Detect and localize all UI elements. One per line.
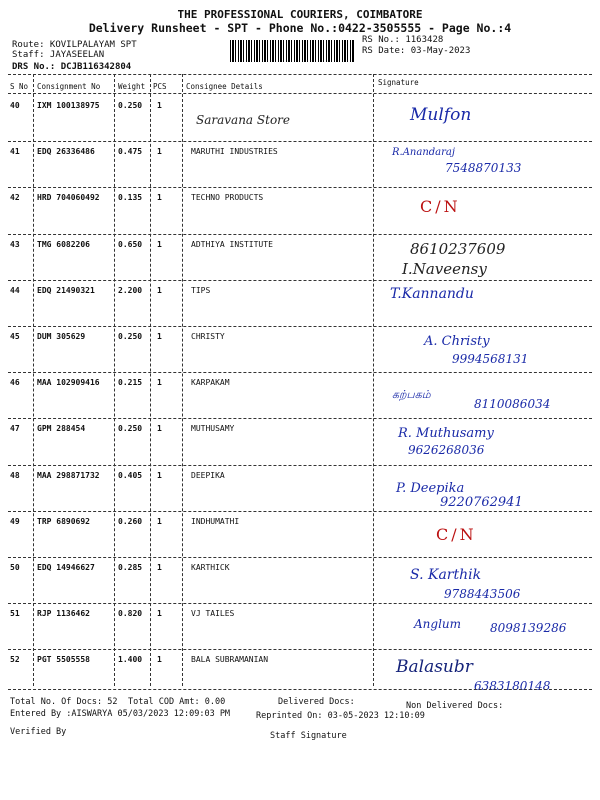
signature-text: 8610237609 — [410, 239, 506, 258]
row-sno: 51 — [10, 609, 20, 619]
row-sno: 46 — [10, 378, 20, 388]
row-sno: 48 — [10, 470, 20, 480]
column-divider — [373, 74, 374, 686]
row-pcs: 1 — [157, 609, 162, 619]
signature-text: கற்பகம் — [392, 388, 431, 402]
route: Route: KOVILPALAYAM SPT — [12, 40, 137, 50]
signature-note: 7548870133 — [445, 161, 522, 176]
column-divider — [150, 74, 151, 686]
header-signature: Signature — [378, 78, 419, 87]
rs-number: RS No.: 1163428 — [362, 35, 444, 45]
row-consignment-no: RJP 1136462 — [37, 609, 90, 619]
row-divider — [8, 141, 592, 142]
row-weight: 0.135 — [118, 193, 143, 203]
row-consignment-no: EDQ 26336486 — [37, 147, 95, 157]
signature-text: C/N — [436, 524, 477, 544]
row-sno: 44 — [10, 285, 20, 295]
header-weight: Weight — [118, 82, 146, 91]
row-consignee: MUTHUSAMY — [191, 424, 235, 434]
row-sno: 52 — [10, 655, 20, 665]
row-consignee: KARTHICK — [191, 563, 230, 572]
row-divider — [8, 280, 592, 281]
reprinted-on: Reprinted On: 03-05-2023 12:10:09 — [256, 711, 425, 721]
row-consignee: TECHNO PRODUCTS — [191, 193, 264, 203]
row-consignment-no: DUM 305629 — [37, 332, 86, 341]
row-divider — [8, 511, 592, 512]
header-pcs: PCS — [153, 82, 167, 91]
non-delivered-docs: Non Delivered Docs: — [406, 701, 504, 711]
row-consignee: KARPAKAM — [191, 378, 230, 388]
signature-note: Mulfon — [410, 105, 472, 125]
row-weight: 0.820 — [118, 609, 143, 619]
row-weight: 0.650 — [118, 239, 143, 249]
column-divider — [114, 74, 115, 686]
row-divider — [8, 465, 592, 466]
row-consignment-no: HRD 704060492 — [37, 193, 100, 203]
row-pcs: 1 — [157, 193, 162, 203]
barcode — [230, 40, 355, 62]
signature-text: Balasubr — [396, 657, 473, 678]
signature-note: I.Naveensy — [402, 259, 487, 278]
row-weight: 1.400 — [118, 655, 143, 665]
row-consignee: TIPS — [191, 285, 211, 295]
row-pcs: 1 — [157, 101, 162, 110]
row-pcs: 1 — [157, 378, 162, 388]
row-pcs: 1 — [157, 424, 162, 434]
row-sno: 43 — [10, 239, 20, 249]
row-weight: 0.250 — [118, 101, 143, 110]
row-consignee: BALA SUBRAMANIAN — [191, 655, 269, 665]
signature-note: 8110086034 — [474, 397, 551, 412]
row-divider — [8, 234, 592, 235]
row-divider — [8, 649, 592, 650]
runsheet-subtitle: Delivery Runsheet - SPT - Phone No.:0422-3505555 - Page No.:4 — [88, 21, 512, 35]
row-consignment-no: IXM 100138975 — [37, 101, 100, 110]
signature-note: 9788443506 — [444, 587, 521, 601]
signature-text: Saravana Store — [196, 113, 291, 127]
signature-text: C/N — [420, 197, 461, 217]
row-divider — [8, 326, 592, 327]
row-consignee: CHRISTY — [191, 332, 225, 341]
row-weight: 0.215 — [118, 378, 143, 388]
signature-note: 9626268036 — [408, 443, 485, 458]
row-consignment-no: TRP 6890692 — [37, 516, 90, 526]
staff: Staff: JAYASEELAN — [12, 50, 105, 60]
row-consignment-no: MAA 102909416 — [37, 378, 100, 388]
row-sno: 40 — [10, 101, 20, 110]
drs-number: DRS No.: DCJB116342804 — [12, 62, 132, 72]
row-consignment-no: EDQ 14946627 — [37, 563, 95, 572]
row-sno: 47 — [10, 424, 20, 434]
signature-text: R. Muthusamy — [398, 426, 494, 442]
signature-note: 9994568131 — [452, 352, 529, 366]
row-divider — [8, 603, 592, 604]
row-consignee: MARUTHI INDUSTRIES — [191, 147, 278, 157]
row-divider — [8, 418, 592, 419]
row-pcs: 1 — [157, 239, 162, 249]
row-sno: 42 — [10, 193, 20, 203]
signature-note: 8098139286 — [490, 621, 567, 636]
table-header-rule — [8, 93, 592, 94]
footer-rule — [8, 689, 592, 690]
row-sno: 41 — [10, 147, 20, 157]
row-consignment-no: PGT 5505558 — [37, 655, 90, 665]
row-weight: 0.260 — [118, 516, 143, 526]
total-cod: Total COD Amt: 0.00 — [128, 697, 226, 707]
column-divider — [33, 74, 34, 686]
row-sno: 45 — [10, 332, 20, 341]
signature-text: P. Deepika — [396, 480, 465, 496]
signature-text: R.Anandaraj — [392, 147, 455, 159]
row-divider — [8, 187, 592, 188]
signature-text: A. Christy — [424, 334, 490, 349]
row-consignee: INDHUMATHI — [191, 516, 240, 526]
entered-by: Entered By :AISWARYA 05/03/2023 12:09:03 PM — [10, 709, 231, 719]
row-divider — [8, 372, 592, 373]
column-divider — [182, 74, 183, 686]
signature-note: 6383180148 — [474, 679, 551, 694]
row-pcs: 1 — [157, 655, 162, 665]
row-pcs: 1 — [157, 285, 162, 295]
row-consignment-no: MAA 298871732 — [37, 470, 100, 480]
verified-by: Verified By — [10, 727, 67, 737]
signature-text: S. Karthik — [410, 567, 482, 583]
staff-signature: Staff Signature — [270, 731, 347, 741]
delivered-docs: Delivered Docs: — [278, 697, 355, 707]
row-pcs: 1 — [157, 332, 162, 341]
row-pcs: 1 — [157, 147, 162, 157]
row-consignee: DEEPIKA — [191, 470, 225, 480]
total-docs: Total No. Of Docs: 52 — [10, 697, 118, 707]
row-pcs: 1 — [157, 470, 162, 480]
row-consignment-no: TMG 6082206 — [37, 239, 90, 249]
signature-text: T.Kannandu — [390, 285, 474, 302]
row-pcs: 1 — [157, 563, 162, 572]
row-weight: 0.405 — [118, 470, 143, 480]
row-weight: 2.200 — [118, 285, 143, 295]
row-consignment-no: EDQ 21490321 — [37, 285, 95, 295]
row-sno: 50 — [10, 563, 20, 572]
row-divider — [8, 557, 592, 558]
header-sno: S No — [10, 82, 29, 91]
row-pcs: 1 — [157, 516, 162, 526]
signature-note: 9220762941 — [440, 494, 523, 510]
row-weight: 0.285 — [118, 563, 143, 572]
company-title: THE PROFESSIONAL COURIERS, COIMBATORE — [177, 8, 423, 21]
row-weight: 0.250 — [118, 332, 143, 341]
header-consignment: Consignment No — [37, 82, 101, 91]
row-weight: 0.250 — [118, 424, 143, 434]
row-consignee: ADTHIYA INSTITUTE — [191, 239, 273, 249]
signature-text: Anglum — [414, 617, 462, 632]
row-consignee: VJ TAILES — [191, 609, 235, 619]
row-weight: 0.475 — [118, 147, 143, 157]
table-top-rule — [8, 74, 592, 75]
header-consignee: Consignee Details — [186, 82, 263, 91]
row-consignment-no: GPM 288454 — [37, 424, 86, 434]
rs-date: RS Date: 03-May-2023 — [362, 46, 471, 56]
row-sno: 49 — [10, 516, 20, 526]
